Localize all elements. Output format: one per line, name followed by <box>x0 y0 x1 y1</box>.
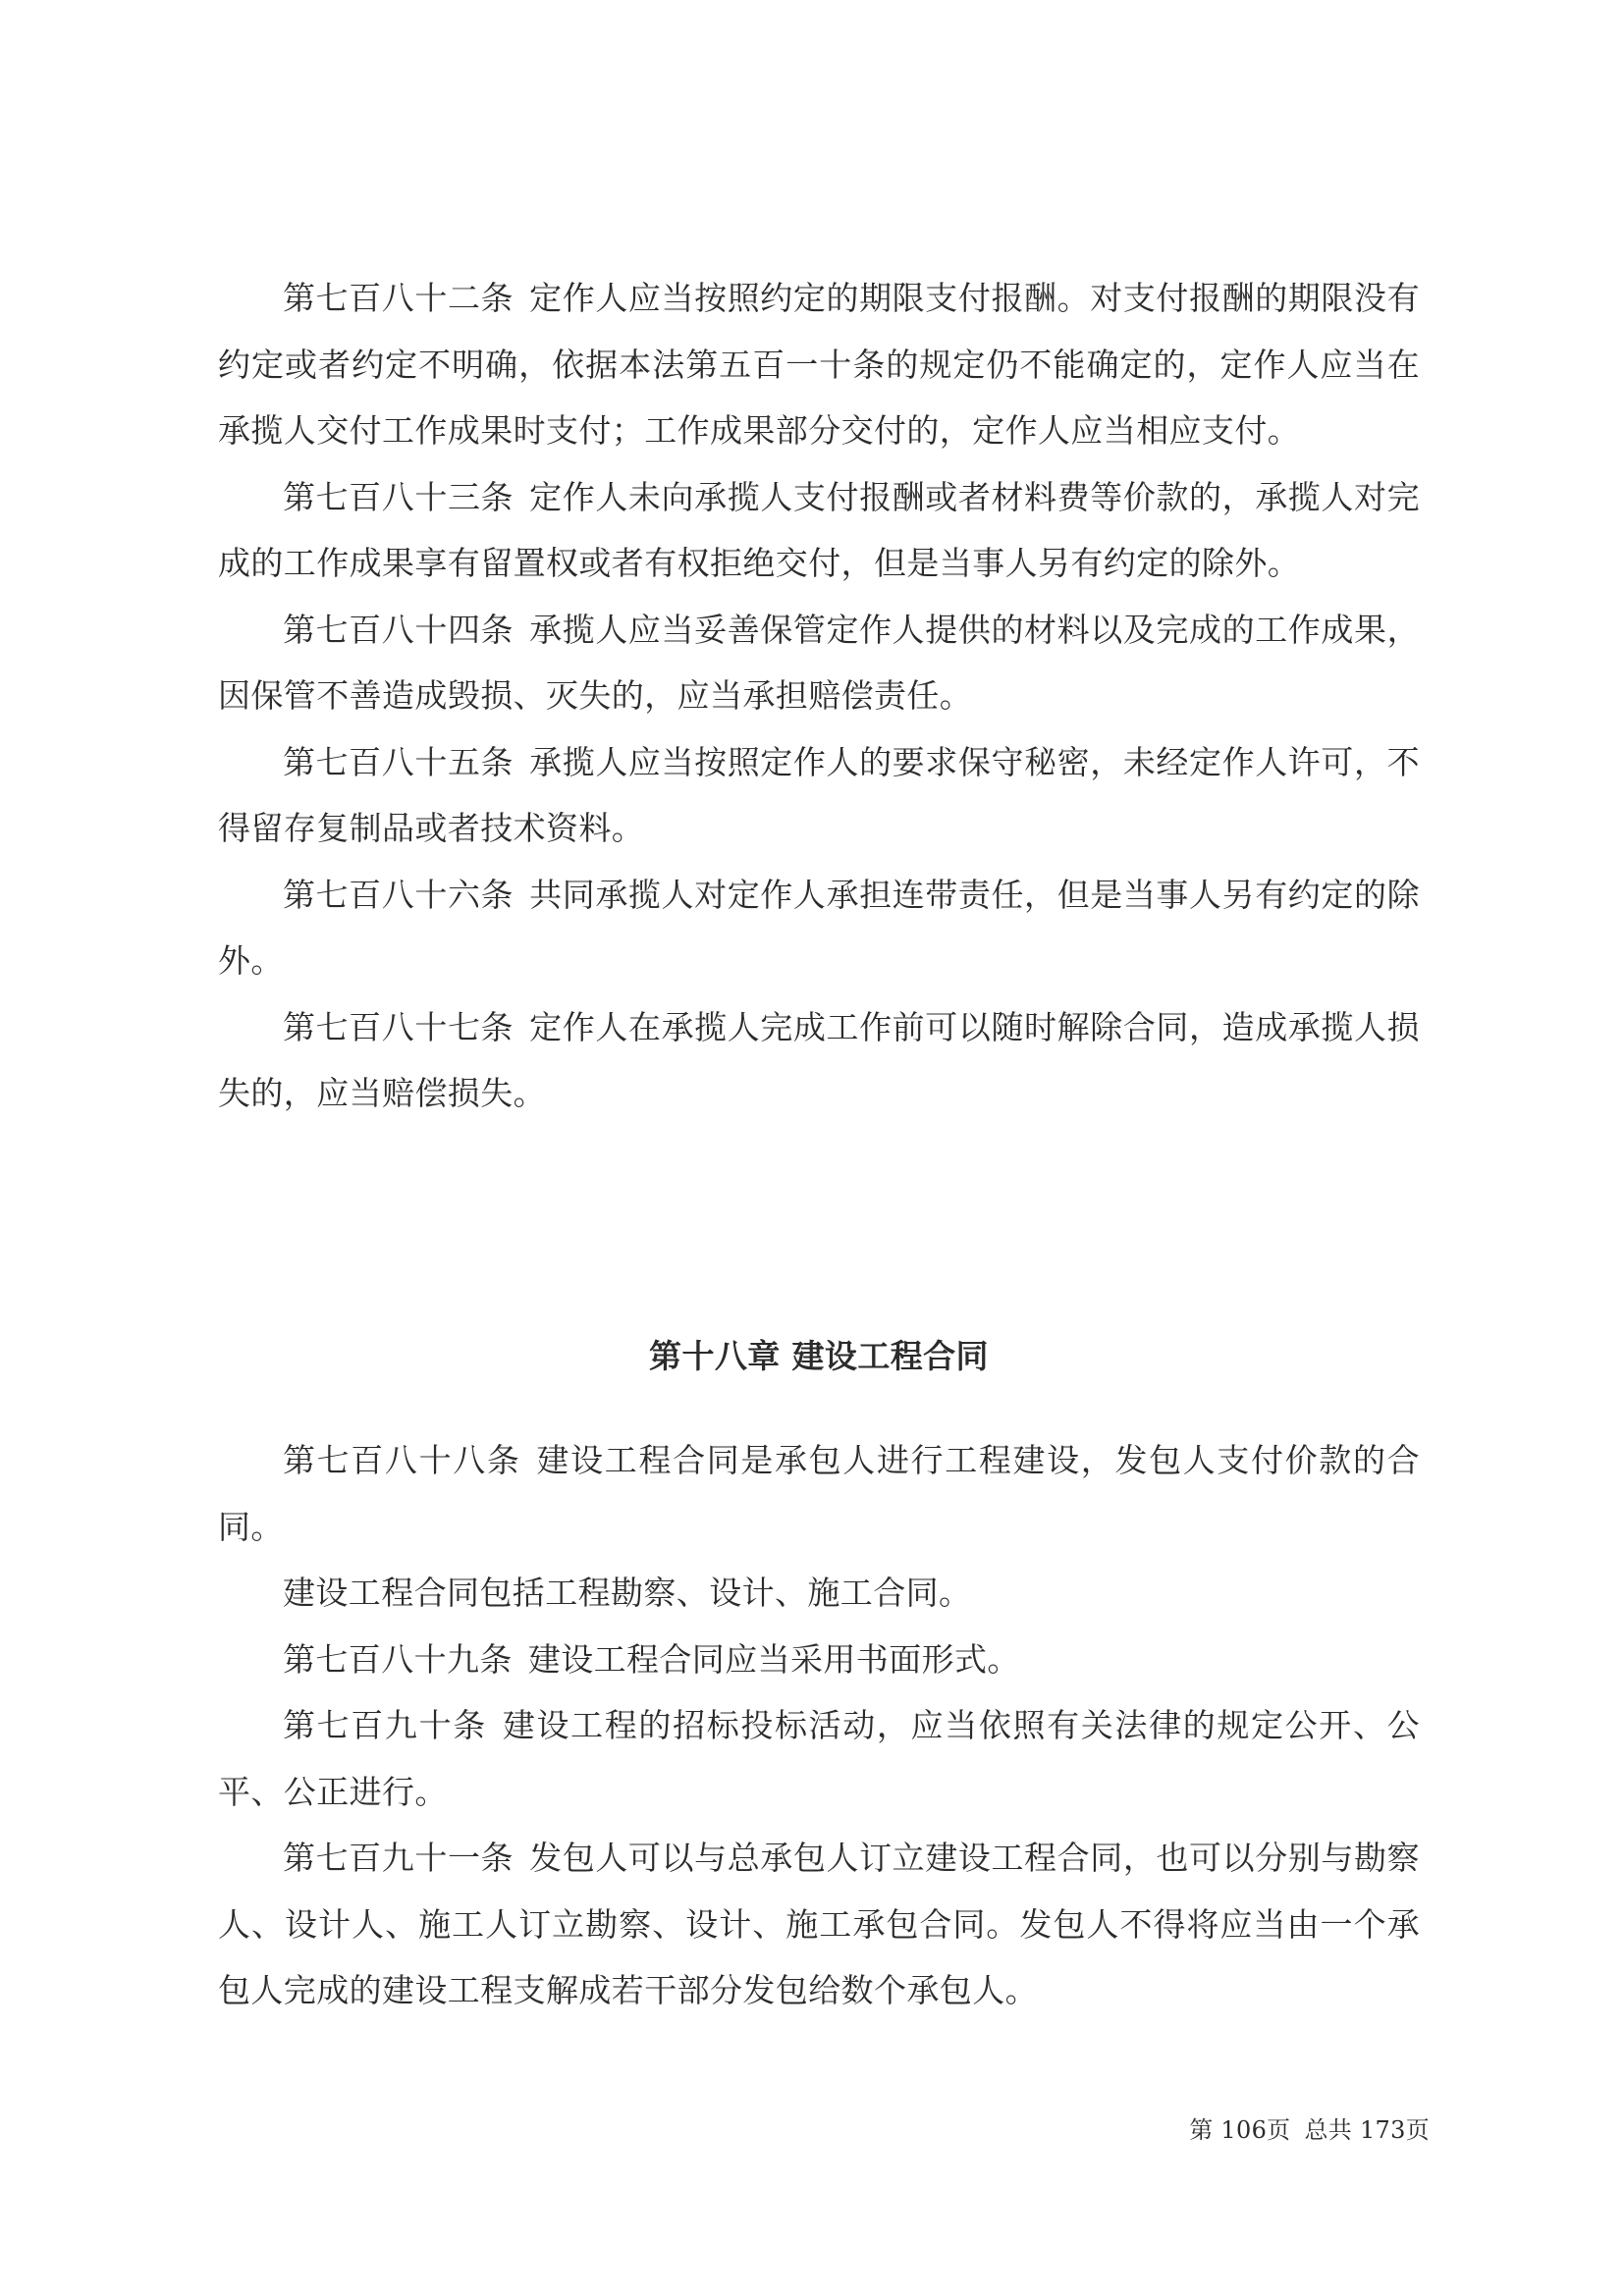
article-text: 定作人在承揽人完成工作前可以随时解除合同，造成承揽人损失的，应当赔偿损失。 <box>218 1007 1420 1112</box>
page-footer <box>1189 2110 1430 2145</box>
article-785 <box>218 729 1420 862</box>
total-pages: 总共 173页 <box>1304 2116 1430 2144</box>
chapter-heading-block <box>218 1323 1420 1390</box>
articles-section-contracting <box>218 265 1420 1127</box>
article-790 <box>218 1692 1420 1825</box>
article-782 <box>218 265 1420 464</box>
chapter-title: 第十八章 建设工程合同 <box>649 1337 989 1375</box>
article-number: 第七百九十条 <box>283 1706 487 1744</box>
article-text: 承揽人应当按照定作人的要求保守秘密，未经定作人许可，不得留存复制品或者技术资料。 <box>218 742 1420 847</box>
article-787 <box>218 994 1420 1127</box>
article-786 <box>218 862 1420 994</box>
article-788 <box>218 1427 1420 1560</box>
article-784 <box>218 597 1420 729</box>
article-text: 建设工程的招标投标活动，应当依照有关法律的规定公开、公平、公正进行。 <box>218 1706 1420 1811</box>
article-789 <box>218 1627 1420 1693</box>
article-text: 发包人可以与总承包人订立建设工程合同，也可以分别与勘察人、设计人、施工人订立勘察、设计、施工承包合同。发包人不得将应当由一个承包人完成的建设工程支解成若干部分发包给数个承包人。 <box>218 1839 1420 2009</box>
article-number: 第七百八十九条 <box>283 1639 513 1679</box>
article-788-paragraph-2 <box>218 1560 1420 1627</box>
article-text: 共同承揽人对定作人承担连带责任，但是当事人另有约定的除外。 <box>218 875 1420 980</box>
article-text: 建设工程合同应当采用书面形式。 <box>527 1639 1020 1679</box>
article-text: 建设工程合同包括工程勘察、设计、施工合同。 <box>283 1574 972 1612</box>
article-791 <box>218 1825 1420 2024</box>
article-number: 第七百九十一条 <box>283 1839 514 1877</box>
articles-section-construction <box>218 1427 1420 2024</box>
article-783 <box>218 464 1420 597</box>
article-text: 定作人应当按照约定的期限支付报酬。对支付报酬的期限没有约定或者约定不明确，依据本法第五百一十条的规定仍不能确定的，定作人应当在承揽人交付工作成果时支付；工作成果部分交付的，定作人应当相应支付。 <box>218 279 1420 450</box>
article-number: 第七百八十四条 <box>283 610 514 649</box>
article-number: 第七百八十二条 <box>283 279 514 317</box>
article-number: 第七百八十六条 <box>283 875 514 914</box>
article-number: 第七百八十八条 <box>283 1441 521 1479</box>
article-text: 定作人未向承揽人支付报酬或者材料费等价款的，承揽人对完成的工作成果享有留置权或者有权拒绝交付，但是当事人另有约定的除外。 <box>218 477 1420 582</box>
article-number: 第七百八十七条 <box>283 1007 514 1046</box>
page-number: 第 106页 <box>1189 2116 1291 2144</box>
article-number: 第七百八十五条 <box>283 742 514 781</box>
article-text: 承揽人应当妥善保管定作人提供的材料以及完成的工作成果，因保管不善造成毁损、灭失的，应当承担赔偿责任。 <box>218 610 1420 715</box>
article-number: 第七百八十三条 <box>283 477 514 516</box>
article-text: 建设工程合同是承包人进行工程建设，发包人支付价款的合同。 <box>218 1441 1420 1546</box>
